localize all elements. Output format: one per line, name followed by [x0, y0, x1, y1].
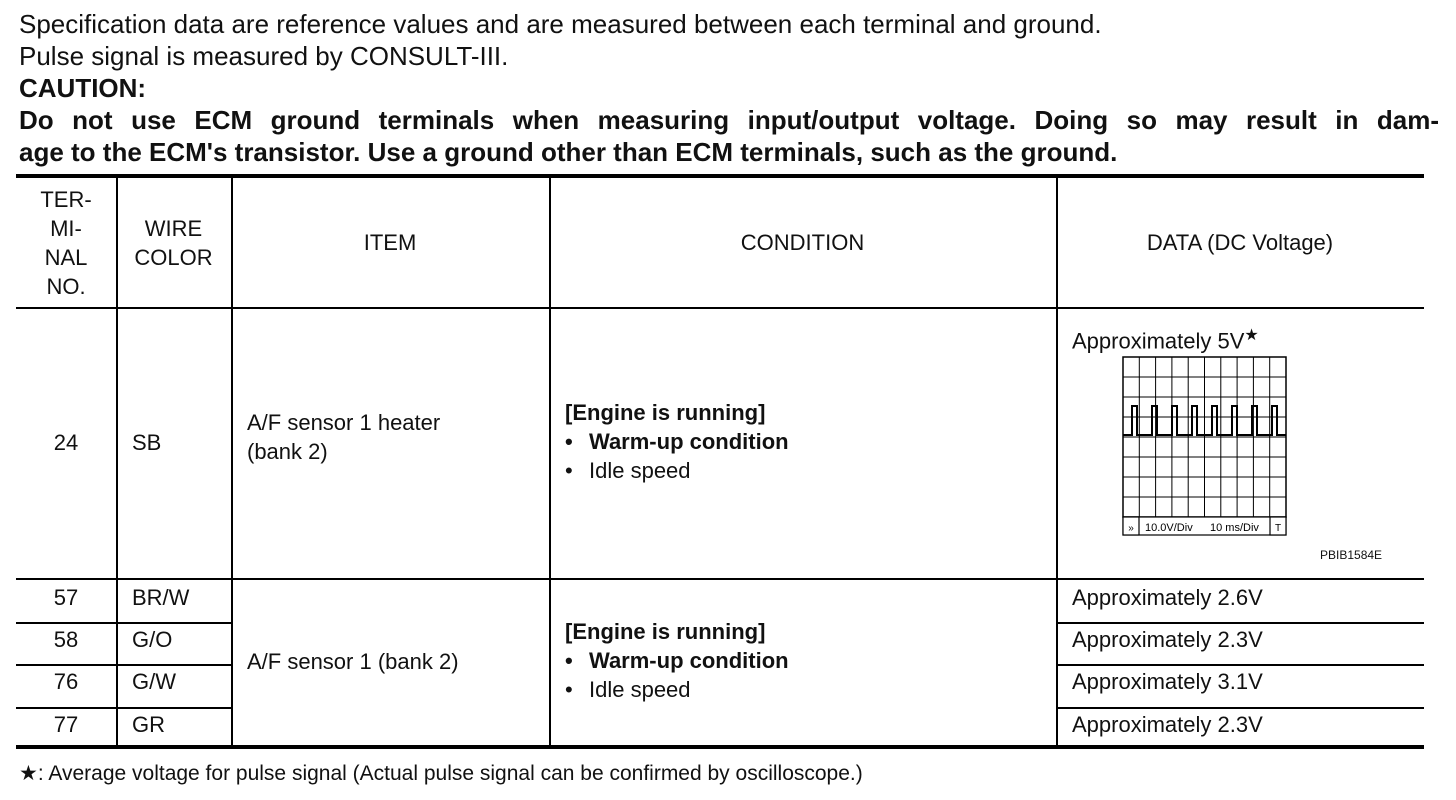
terminal-number: 77 [53, 712, 79, 737]
terminal-number: 58 [53, 626, 79, 652]
data-value: Approximately 3.1V [1072, 669, 1263, 694]
wire-color: G/W [132, 669, 176, 694]
header-terminal-line: TER- [40, 186, 92, 212]
header-data: DATA (DC Voltage) [1146, 230, 1334, 255]
image-code: PBIB1584E [1320, 548, 1383, 562]
caution-line-2: age to the ECM's transistor. Use a ground other than ECM terminals, such as the ground. [19, 137, 1118, 167]
wire-color: SB [132, 430, 162, 455]
scope-left-tag: » [1128, 523, 1134, 534]
oscilloscope-waveform [1108, 355, 1288, 540]
item-line: A/F sensor 1 heater [247, 410, 441, 435]
footnote-text: : Average voltage for pulse signal (Actual pulse signal can be confirmed by oscilloscope.) [37, 762, 863, 785]
scope-right-tag: T [1274, 523, 1282, 534]
condition-cell [565, 617, 1045, 704]
header-terminal-line: NO. [46, 273, 86, 299]
header-terminal-line: NAL [44, 244, 88, 270]
caution-line-1: Do not use ECM ground terminals when measuring input/output voltage. Doing so may result in dam- [19, 105, 1439, 135]
condition-heading: [Engine is running] [565, 619, 766, 644]
condition-bullet: • Warm-up condition [565, 648, 789, 673]
data-value: Approximately 2.6V [1072, 584, 1263, 610]
terminal-number: 57 [53, 584, 79, 610]
condition-bullet: • Warm-up condition [565, 429, 789, 454]
item-cell: A/F sensor 1 (bank 2) [247, 648, 459, 674]
wire-color: BR/W [132, 584, 190, 610]
item-cell [247, 408, 547, 466]
header-terminal [16, 178, 116, 307]
wire-color: GR [132, 712, 165, 737]
data-value [1072, 321, 1412, 355]
star-icon: ★ [19, 762, 38, 785]
condition-bullet: • Idle speed [565, 458, 691, 483]
condition-cell [565, 398, 1045, 485]
condition-bullet-text: Warm-up condition [589, 648, 789, 673]
data-value: Approximately 2.3V [1072, 712, 1263, 737]
condition-bullet-text: Idle speed [589, 677, 691, 702]
wire-color: G/O [132, 626, 173, 652]
oscilloscope-display [1108, 355, 1288, 545]
caution-heading: CAUTION: [19, 73, 147, 103]
header-wire-color [116, 178, 231, 307]
intro-line-1: Specification data are reference values and are measured between each terminal and ground. [19, 9, 1102, 39]
condition-heading: [Engine is running] [565, 400, 766, 425]
header-item: ITEM [363, 230, 417, 255]
header-wire-line: WIRE [144, 215, 203, 241]
condition-bullet-text: Warm-up condition [589, 429, 789, 454]
header-condition: CONDITION [740, 230, 865, 255]
terminal-number: 76 [53, 669, 79, 694]
terminal-number: 24 [53, 430, 79, 455]
data-value-text: Approximately 5V [1072, 328, 1245, 354]
scope-volt-div: 10.0V/Div [1145, 522, 1193, 534]
header-terminal-line: MI- [50, 215, 82, 241]
footnote [19, 760, 863, 788]
star-icon: ★ [1244, 327, 1259, 344]
scope-time-div: 10 ms/Div [1210, 522, 1259, 534]
intro-text [19, 8, 1439, 168]
header-wire-line: COLOR [134, 244, 213, 270]
condition-bullet-text: Idle speed [589, 458, 691, 483]
data-value: Approximately 2.3V [1072, 626, 1263, 652]
item-line: (bank 2) [247, 439, 328, 464]
condition-bullet: • Idle speed [565, 677, 691, 702]
intro-line-2: Pulse signal is measured by CONSULT-III. [19, 41, 509, 71]
